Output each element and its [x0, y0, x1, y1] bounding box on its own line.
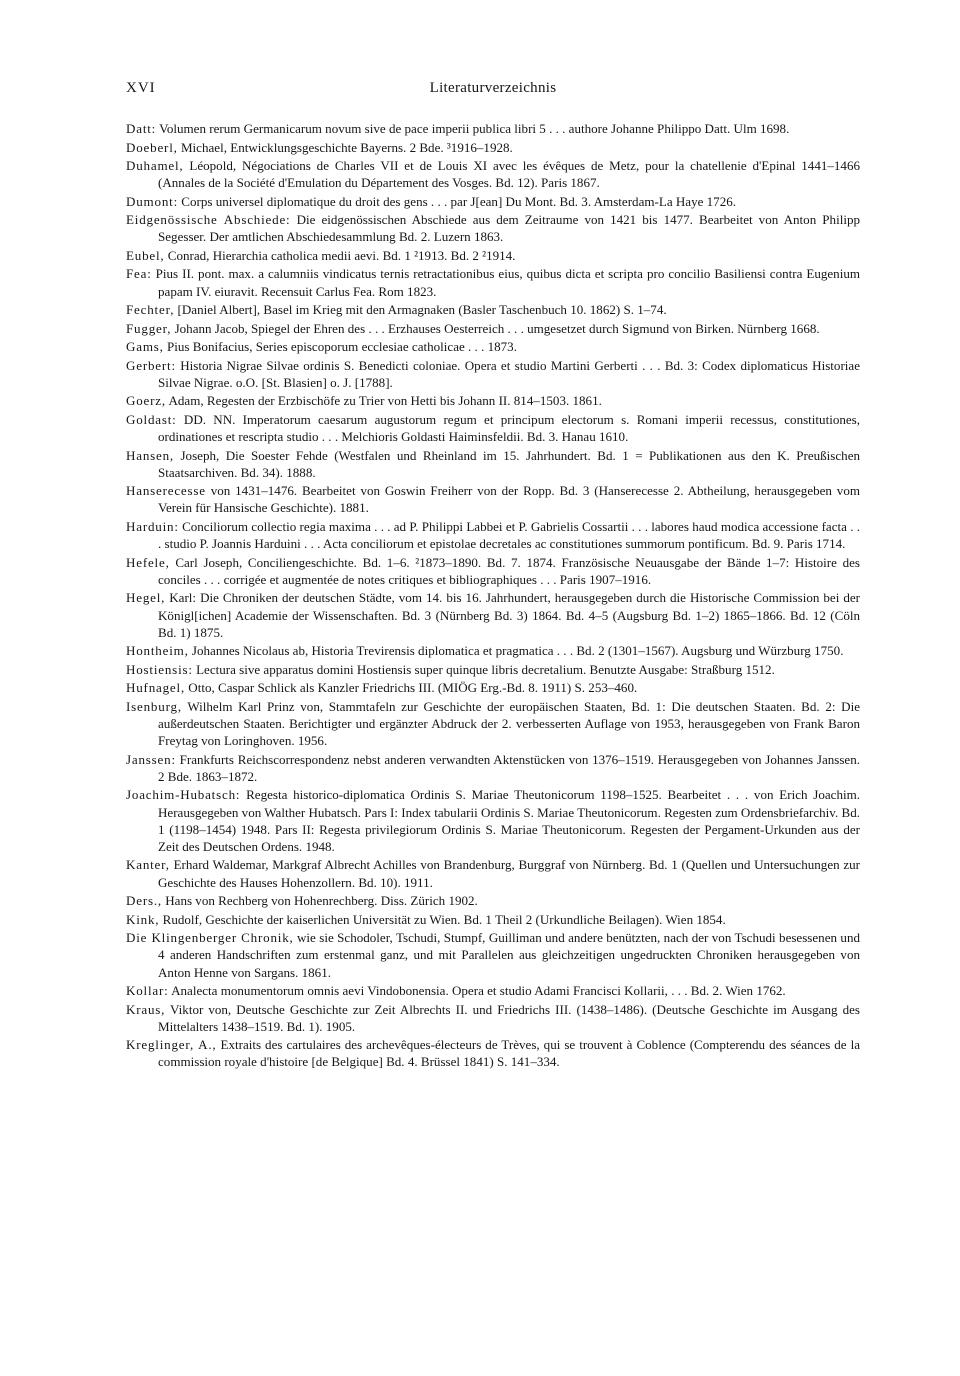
entry-text: Otto, Caspar Schlick als Kanzler Friedrichs III. (MIÖG Erg.-Bd. 8. 1911) S. 253–460.: [188, 680, 638, 696]
entry-author: Fugger,: [126, 320, 172, 336]
entry-author: Hefele,: [126, 554, 170, 570]
entry-author: Gams,: [126, 339, 164, 355]
bibliography-entry: [126, 247, 860, 264]
entry-text: Pius Bonifacius, Series episcoporum ecclesiae catholicae . . . 1873.: [166, 339, 517, 355]
bibliography-entry: [126, 1001, 860, 1035]
entry-text: Lectura sive apparatus domini Hostiensis super quinque libris decretalium. Benutzte Ausgabe: Straßburg 1512.: [196, 661, 775, 677]
entry-author: Eubel,: [126, 247, 165, 263]
bibliography-entry: [126, 482, 860, 516]
bibliography-entry: [126, 411, 860, 445]
bibliography-entry: [126, 338, 860, 355]
bibliography-entry: [126, 642, 860, 659]
bibliography-entry: [126, 120, 860, 137]
entry-author: Dumont:: [126, 193, 178, 209]
entry-text: Michael, Entwicklungsgeschichte Bayerns. 2 Bde. ³1916–1928.: [180, 139, 513, 155]
bibliography-entry: [126, 1036, 860, 1070]
entry-author: Eidgenössische Abschiede:: [126, 212, 291, 228]
bibliography-entry: [126, 929, 860, 981]
entry-author: Isenburg,: [126, 698, 182, 714]
entry-author: Goldast:: [126, 411, 177, 427]
bibliography-list: [126, 120, 860, 1072]
entry-text: von 1431–1476. Bearbeitet von Goswin Freiherr von der Ropp. Bd. 3 (Hanserecesse 2. Abtheilung, herausgegeben vom Verein für Hansische Geschichte). 1881.: [158, 483, 861, 516]
bibliography-entry: [126, 751, 860, 785]
entry-author: Hansen,: [126, 447, 174, 463]
page-header: [126, 80, 860, 104]
entry-text: Johannes Nicolaus ab, Historia Trevirensis diplomatica et pragmatica . . . Bd. 2 (1301–1567). Augsburg und Würzburg 1750.: [191, 643, 844, 659]
entry-author: Fechter,: [126, 302, 175, 318]
bibliography-entry: [126, 157, 860, 191]
entry-author: Doeberl,: [126, 139, 178, 155]
entry-author: Kink,: [126, 911, 160, 927]
bibliography-entry: [126, 211, 860, 245]
entry-author: Ders.,: [126, 893, 162, 909]
entry-text: Analecta monumentorum omnis aevi Vindobonensia. Opera et studio Adami Francisci Kollarii, . . . Bd. 2. Wien 1762.: [171, 983, 786, 999]
entry-text: DD. NN. Imperatorum caesarum augustorum regum et principum electorum s. Romani imperii recessus, constitutiones, ordinationes et rescripta studio . . . Melchioris Goldasti Haiminsfeldii. Bd. 3. Hanau 1610.: [158, 411, 860, 445]
entry-author: Datt:: [126, 121, 157, 136]
entry-text: [Daniel Albert], Basel im Krieg mit den Armagnaken (Basler Taschenbuch 10. 1862) S. 1–74.: [177, 302, 667, 318]
entry-text: Historia Nigrae Silvae ordinis S. Benedicti coloniae. Opera et studio Martini Gerberti . . . Bd. 3: Codex diplomaticus Historiae Silvae Nigrae. o.O. [St. Blasien] o. J. [1788].: [158, 357, 860, 390]
entry-text: Conciliorum collectio regia maxima . . . ad P. Philippi Labbei et P. Gabrielis Cossartii . . . labores haud modica accessione facta . . . studio P. Joannis Harduini . . . Acta conciliorum et epistolae decretales ac constitutiones summorum pontificum. Bd. 9. Paris 1714.: [158, 518, 860, 552]
page-number: XVI: [126, 80, 156, 96]
entry-author: Hostiensis:: [126, 661, 193, 677]
bibliography-entry: [126, 357, 860, 391]
bibliography-entry: [126, 265, 860, 299]
entry-author: Die Klingenberger Chronik,: [126, 930, 294, 946]
bibliography-entry: [126, 786, 860, 855]
entry-author: Harduin:: [126, 518, 179, 534]
entry-author: Joachim-Hubatsch:: [126, 787, 241, 803]
bibliography-entry: [126, 320, 860, 337]
entry-text: Volumen rerum Germanicarum novum sive de pace imperii publica libri 5 . . . authore Johanne Philippo Datt. Ulm 1698.: [159, 121, 790, 136]
entry-text: Karl: Die Chroniken der deutschen Städte, vom 14. bis 16. Jahrhundert, herausgegeben durch die Historische Commission bei der Königl[ichen] Academie der Wissenschaften. Bd. 3 (Nürnberg Bd. 3) 1864. Bd. 4–5 (Augsburg Bd. 1–2) 1865–1866. Bd. 12 (Cöln Bd. 1) 1875.: [158, 590, 861, 640]
entry-author: Fea:: [126, 266, 152, 282]
entry-text: Regesta historico-diplomatica Ordinis S. Mariae Theutonicorum 1198–1525. Bearbeitet . . . von Erich Joachim. Herausgegeben von Walther Hubatsch. Pars I: Index tabularii Ordinis S. Mariae Theutonicorum. Regesten zum Ordensbriefarchiv. Bd. 1 (1198–1454) 1948. Pars II: Regesta privilegiorum Ordinis S. Mariae Theutonicorum. Regesten der Pergament-Urkunden aus der Zeit des Deutschen Ordens. 1948.: [158, 787, 861, 854]
entry-author: Kraus,: [126, 1001, 166, 1017]
entry-text: Viktor von, Deutsche Geschichte zur Zeit Albrechts II. und Friedrichs III. (1438–1486). (Deutsche Geschichte im Ausgang des Mittelalters 1438–1519. Bd. 1). 1905.: [158, 1001, 861, 1034]
entry-text: Hans von Rechberg von Hohenrechberg. Diss. Zürich 1902.: [165, 893, 478, 909]
bibliography-entry: [126, 892, 860, 909]
bibliography-entry: [126, 661, 860, 678]
bibliography-entry: [126, 982, 860, 999]
entry-text: Die eidgenössischen Abschiede aus dem Zeitraume von 1421 bis 1477. Bearbeitet von Anton Philipp Segesser. Der amtlichen Abschiedesammlung Bd. 2. Luzern 1863.: [158, 212, 860, 245]
entry-text: Wilhelm Karl Prinz von, Stammtafeln zur Geschichte der europäischen Staaten, Bd. 1: Die deutschen Staaten. Bd. 2: Die außerdeutschen Staaten. Berichtigter und ergänzter Abdruck der 2. verbesserten Auflage von 1953, herausgegeben von Frank Baron Freytag von Loringhoven. 1956.: [158, 698, 860, 749]
bibliography-entry: [126, 554, 860, 588]
entry-author: Hontheim,: [126, 643, 189, 659]
entry-author: Duhamel,: [126, 158, 184, 173]
bibliography-entry: [126, 301, 860, 318]
entry-text: Conrad, Hierarchia catholica medii aevi. Bd. 1 ²1913. Bd. 2 ²1914.: [167, 247, 516, 263]
bibliography-entry: [126, 139, 860, 156]
bibliography-entry: [126, 392, 860, 409]
bibliography-entry: [126, 193, 860, 210]
entry-text: Adam, Regesten der Erzbischöfe zu Trier von Hetti bis Johann II. 814–1503. 1861.: [168, 393, 602, 409]
entry-text: Extraits des cartulaires des archevêques-électeurs de Trèves, qui se trouvent à Coblence (Compterendu des séances de la commission royale d'histoire [de Belgique] Bd. 4. Brüssel 1841) S. 141–334.: [158, 1037, 861, 1070]
entry-author: Hegel,: [126, 590, 166, 606]
entry-author: Kreglinger, A.,: [126, 1037, 217, 1053]
entry-author: Hanserecesse: [126, 483, 206, 499]
entry-text: Frankfurts Reichscorrespondenz nebst anderen verwandten Aktenstücken von 1376–1519. Herausgegeben von Johannes Janssen. 2 Bde. 1863–1872.: [158, 751, 860, 784]
entry-text: Johann Jacob, Spiegel der Ehren des . . . Erzhauses Oesterreich . . . umgesetzet durch Sigmund von Birken. Nürnberg 1668.: [174, 320, 820, 336]
entry-text: Carl Joseph, Conciliengeschichte. Bd. 1–6. ²1873–1890. Bd. 7. 1874. Französische Neuausgabe der Bände 1–7: Histoire des conciles . . . corrigée et augmentée de notes critiques et bibliographiques . . . Paris 1907–1916.: [158, 554, 860, 587]
running-title: Literaturverzeichnis: [429, 80, 557, 96]
bibliography-entry: [126, 589, 860, 641]
entry-author: Hufnagel,: [126, 680, 186, 696]
bibliography-entry: [126, 447, 860, 481]
entry-author: Kanter,: [126, 857, 170, 873]
entry-text: Corps universel diplomatique du droit des gens . . . par J[ean] Du Mont. Bd. 3. Amsterdam-La Haye 1726.: [181, 193, 737, 209]
bibliography-entry: [126, 518, 860, 552]
entry-text: Joseph, Die Soester Fehde (Westfalen und Rheinland im 15. Jahrhundert. Bd. 1 = Publikationen aus den K. Preußischen Staatsarchiven. Bd. 34). 1888.: [158, 447, 861, 480]
entry-text: Pius II. pont. max. a calumniis vindicatus ternis retractationibus eius, quibus dicta et scripta pro concilio Basiliensi contra Eugenium papam IV. eiuravit. Recensuit Carlus Fea. Rom 1823.: [155, 266, 860, 299]
entry-author: Kollar:: [126, 983, 169, 999]
entry-text: wie sie Schodoler, Tschudi, Stumpf, Guilliman und andere benützten, nach der von Tschudi besessenen und 4 anderen Handschriften zum erstenmal ganz, und mit Parallelen aus gleichzeitigen ungedruckten Chroniken herausgegeben von Anton Henne von Sargans. 1861.: [158, 930, 860, 980]
entry-author: Janssen:: [126, 751, 176, 767]
bibliography-entry: [126, 911, 860, 928]
entry-author: Gerbert:: [126, 357, 176, 373]
entry-text: Erhard Waldemar, Markgraf Albrecht Achilles von Brandenburg, Burggraf von Nürnberg. Bd. 1 (Quellen und Untersuchungen zur Geschichte des Hauses Hohenzollern. Bd. 10). 1911.: [158, 857, 860, 890]
bibliography-entry: [126, 698, 860, 750]
entry-text: Léopold, Négociations de Charles VII et de Louis XI avec les évêques de Metz, pour la chatellenie d'Epinal 1441–1466 (Annales de la Société d'Emulation du Département des Vosges. Bd. 12). Paris 1867.: [158, 158, 860, 191]
bibliography-entry: [126, 679, 860, 696]
bibliography-entry: [126, 856, 860, 890]
entry-author: Goerz,: [126, 393, 166, 409]
entry-text: Rudolf, Geschichte der kaiserlichen Universität zu Wien. Bd. 1 Theil 2 (Urkundliche Beilagen). Wien 1854.: [162, 911, 726, 927]
